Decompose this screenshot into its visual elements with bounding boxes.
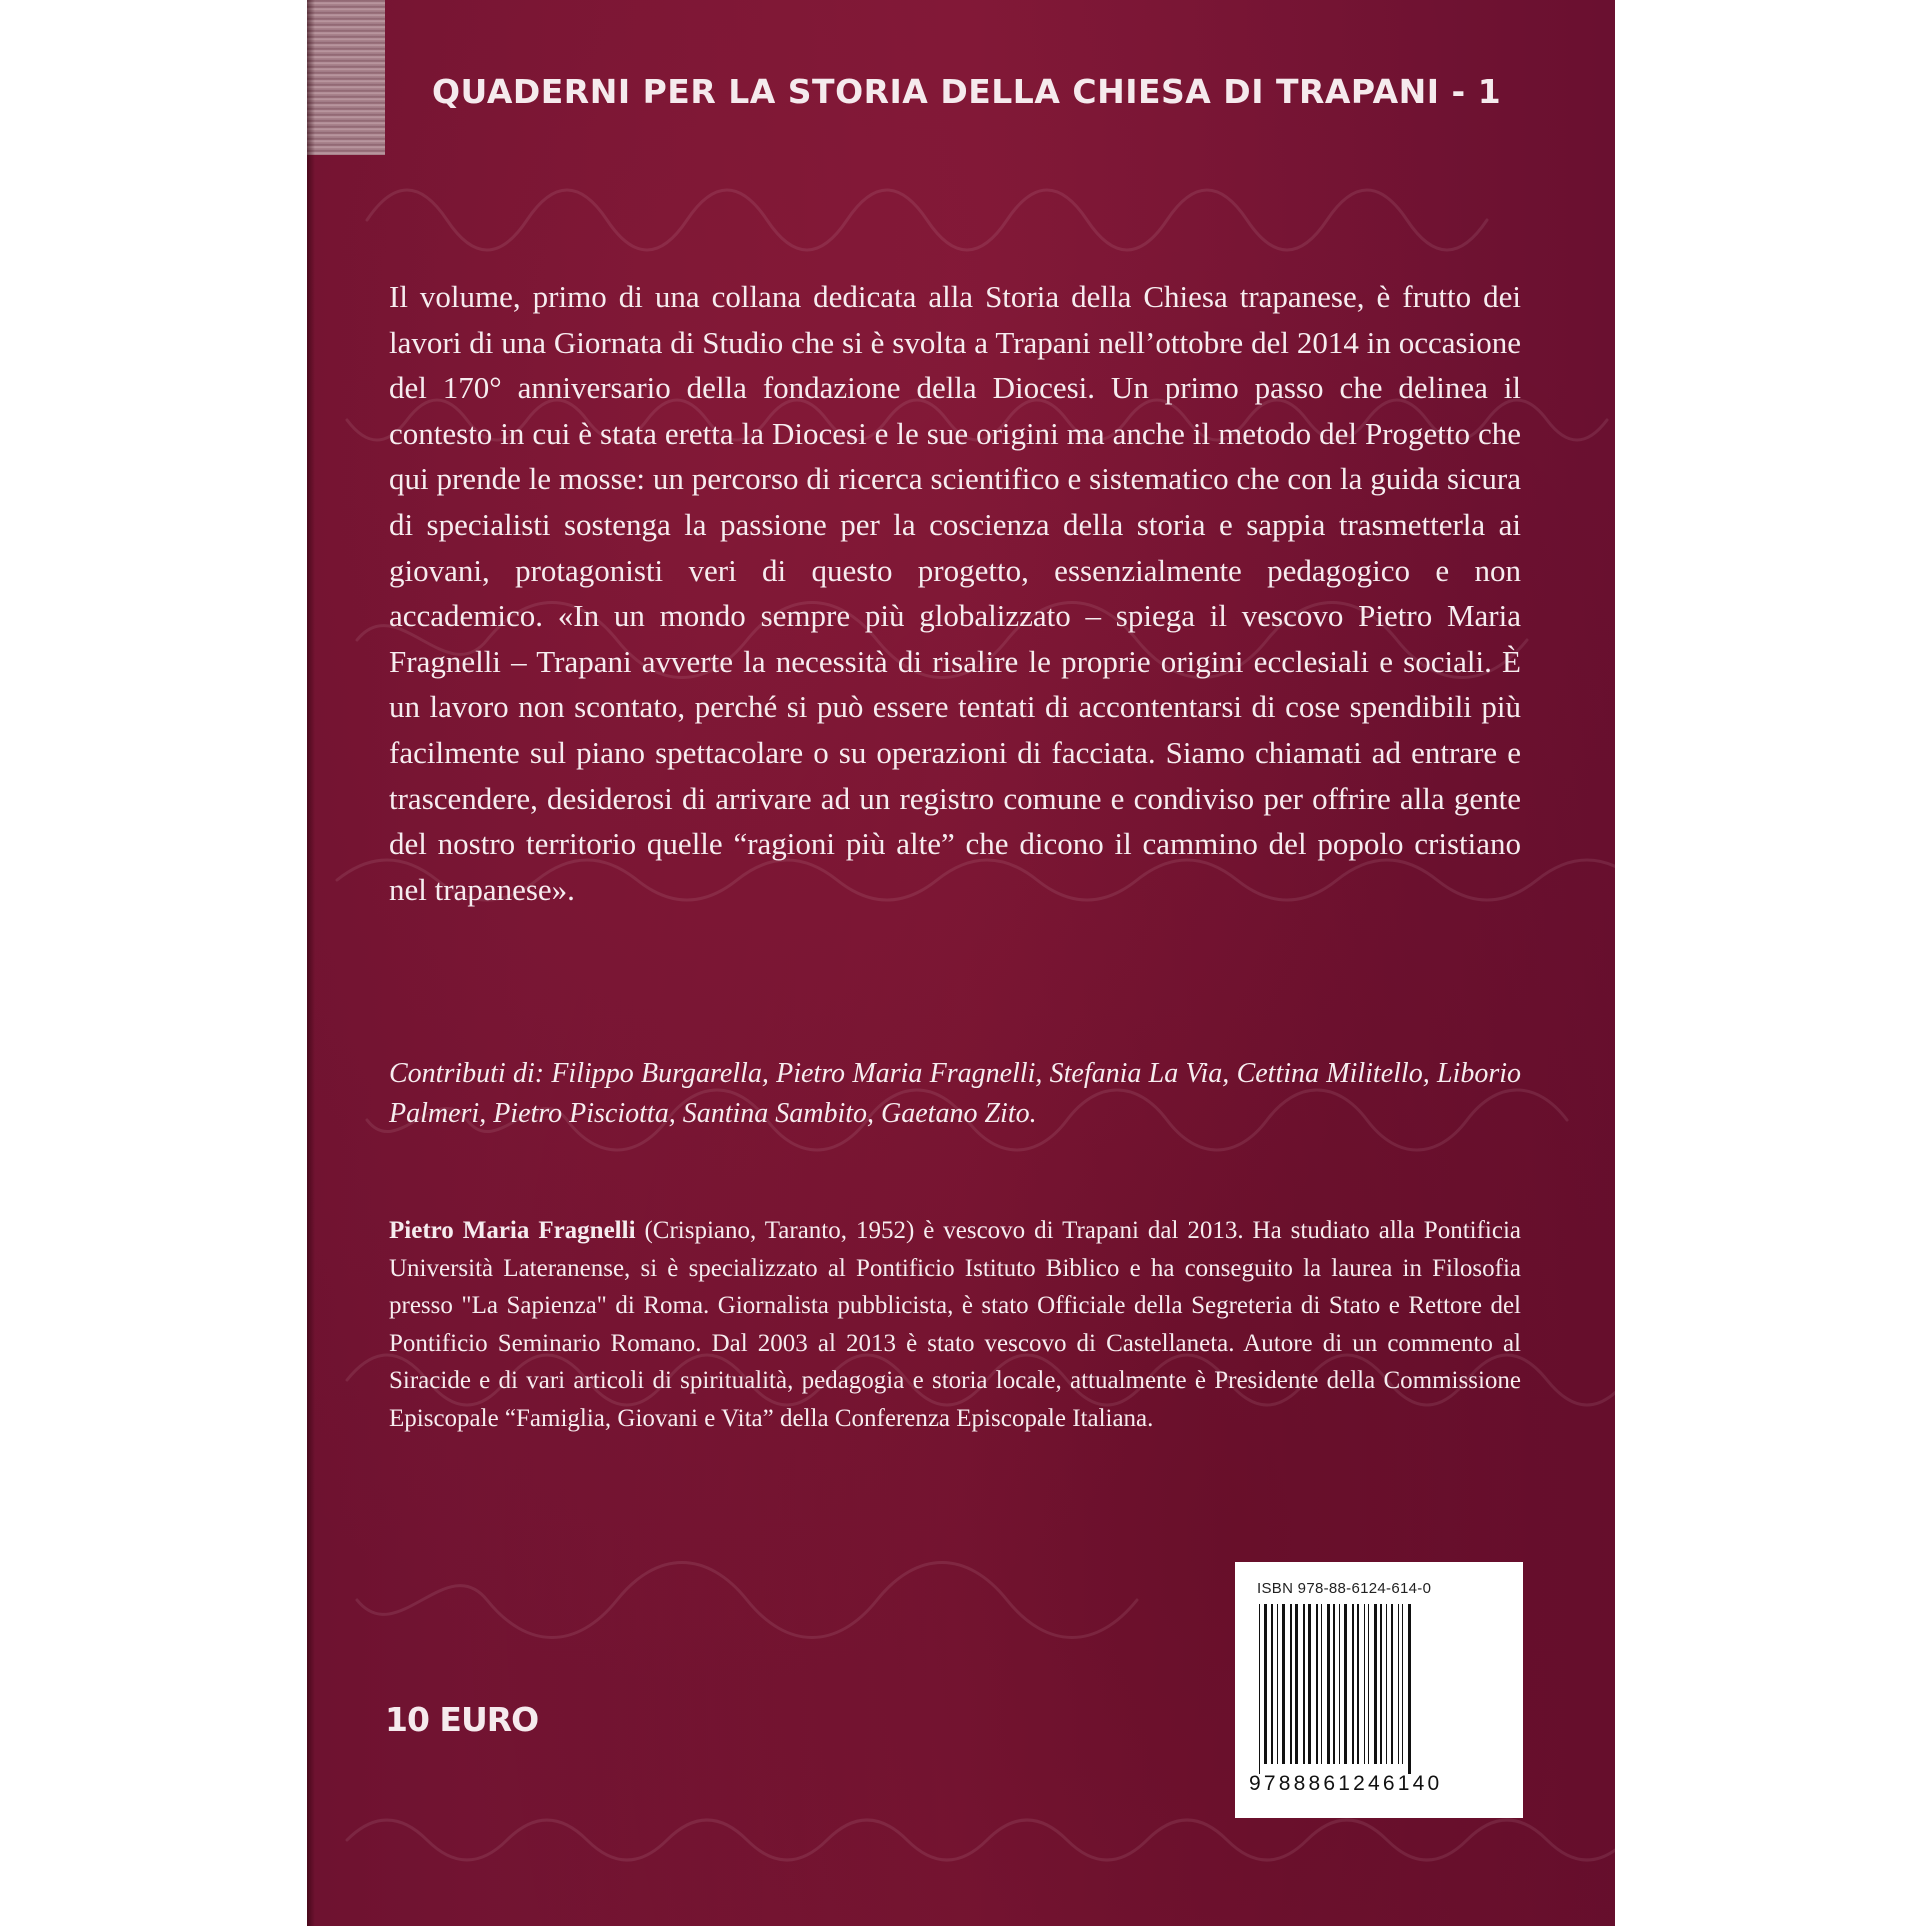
barcode-bar — [1277, 1604, 1278, 1764]
barcode-bar — [1402, 1604, 1403, 1764]
contributors-list: Contributi di: Filippo Burgarella, Pietro Maria Fragnelli, Stefania La Via, Cettina Militello, Liborio Palmeri, Pietro Pisciotta, Santina Sambito, Gaetano Zito. — [389, 1058, 1521, 1129]
barcode-digits: 9788861246140 — [1249, 1772, 1443, 1795]
series-title: QUADERNI PER LA STORIA DELLA CHIESA DI TRAPANI - 1 — [432, 72, 1502, 111]
barcode-bar — [1295, 1604, 1298, 1764]
barcode-bar — [1386, 1604, 1387, 1764]
barcode-bar — [1357, 1604, 1359, 1764]
barcode-bar — [1259, 1604, 1260, 1774]
spine-shadow — [307, 0, 315, 1926]
price-label: 10 EURO — [385, 1700, 539, 1739]
barcode-bar — [1339, 1604, 1340, 1764]
barcode-bar — [1391, 1604, 1393, 1764]
barcode-bar — [1290, 1604, 1292, 1764]
barcode-bar — [1264, 1604, 1267, 1764]
barcode-bar — [1327, 1604, 1330, 1764]
barcode-bar — [1368, 1604, 1369, 1764]
barcode-bar — [1321, 1604, 1322, 1764]
barcode-bar — [1380, 1604, 1382, 1764]
barcode-bar — [1316, 1604, 1318, 1764]
barcode-bar — [1344, 1604, 1347, 1764]
barcode-bar — [1303, 1604, 1305, 1764]
barcode-bar — [1308, 1604, 1311, 1764]
author-bio-text: (Crispiano, Taranto, 1952) è vescovo di Trapani dal 2013. Ha studiato alla Pontificia Università Lateranense, si è specializzato al Pontificio Istituto Biblico e ha conseguito la laurea in Filosofia presso "La Sapienza" di Roma. Giornalista pubblicista, è stato Officiale della Segreteria di Stato e Rettore del Pontificio Seminario Romano. Dal 2003 al 2013 è stato vescovo di Castellaneta. Autore di un commento al Siracide e di vari articoli di spiritualità, pedagogia e storia locale, attualmente è Presidente della Commissione Episcopale “Famiglia, Giovani e Vita” della Conferenza Episcopale Italiana. — [389, 1217, 1521, 1432]
isbn-barcode-box — [1235, 1562, 1523, 1818]
barcode-bar — [1333, 1604, 1335, 1764]
spine-edge-texture — [307, 0, 385, 155]
barcode-bar — [1352, 1604, 1354, 1764]
barcode-bars — [1257, 1604, 1501, 1774]
barcode-bar — [1398, 1604, 1399, 1764]
author-bio — [389, 1212, 1521, 1438]
barcode-bar — [1364, 1604, 1365, 1764]
author-name: Pietro Maria Fragnelli — [389, 1217, 636, 1244]
book-description: Il volume, primo di una collana dedicata alla Storia della Chiesa trapanese, è frutto dei lavori di una Giornata di Studio che si è svolta a Trapani nell’ottobre del 2014 in occasione del 170° anniversario della fondazione della Diocesi. Un primo passo che delinea il contesto in cui è stata eretta la Diocesi e le sue origini ma anche il metodo del Progetto che qui prende le mosse: un percorso di ricerca scientifico e sistematico che con la guida sicura di specialisti sostenga la passione per la coscienza della storia e sappia trasmetterla ai giovani, protagonisti veri di questo progetto, essenzialmente pedagogico e non accademico. «In un mondo sempre più globalizzato – spiega il vescovo Pietro Maria Fragnelli – Trapani avverte la necessità di risalire le proprie origini ecclesiali e sociali. È un lavoro non scontato, perché si può essere tentati di accontentarsi di cose spendibili più facilmente sul piano spettacolare o su operazioni di facciata. Siamo chiamati ad entrare e trascendere, desiderosi di arrivare ad un registro comune e condiviso per offrire alla gente del nostro territorio quelle “ragioni più alte” che dicono il cammino del popolo cristiano nel trapanese». — [389, 279, 1521, 907]
barcode-bar — [1408, 1604, 1411, 1774]
book-back-cover — [307, 0, 1615, 1926]
isbn-label: ISBN 978-88-6124-614-0 — [1257, 1580, 1432, 1597]
barcode-bar — [1374, 1604, 1377, 1764]
barcode-bar — [1282, 1604, 1285, 1764]
barcode-bar — [1271, 1604, 1273, 1764]
